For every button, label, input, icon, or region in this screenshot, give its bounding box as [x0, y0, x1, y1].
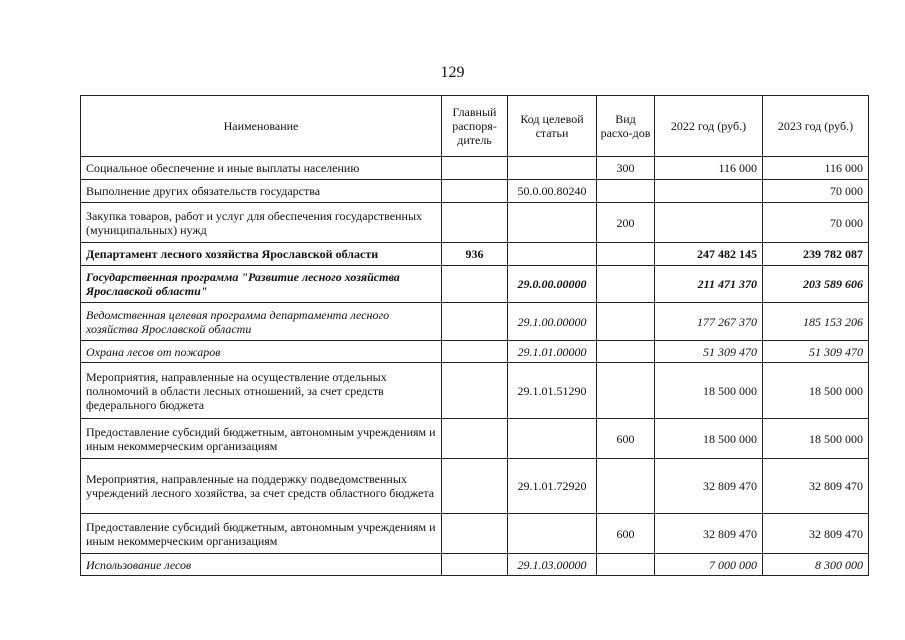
row-glav	[442, 180, 508, 203]
row-name: Государственная программа "Развитие лесного хозяйства Ярославской области"	[81, 266, 442, 303]
row-name: Мероприятия, направленные на поддержку подведомственных учреждений лесного хозяйства, за счет средств областного бюджета	[81, 459, 442, 514]
row-2022: 247 482 145	[655, 243, 763, 266]
row-2022: 211 471 370	[655, 266, 763, 303]
row-2022: 32 809 470	[655, 459, 763, 514]
row-glav	[442, 459, 508, 514]
row-2023: 32 809 470	[763, 514, 869, 554]
header-2023: 2023 год (руб.)	[763, 96, 869, 157]
row-2022: 32 809 470	[655, 514, 763, 554]
row-name: Мероприятия, направленные на осуществление отдельных полномочий в области лесных отношений, за счет средств федерального бюджета	[81, 363, 442, 419]
row-vid	[597, 303, 655, 341]
row-glav	[442, 203, 508, 243]
row-name: Департамент лесного хозяйства Ярославской области	[81, 243, 442, 266]
row-2022: 18 500 000	[655, 363, 763, 419]
row-glav	[442, 157, 508, 180]
row-kod	[508, 514, 597, 554]
row-vid	[597, 363, 655, 419]
row-name: Социальное обеспечение и иные выплаты населению	[81, 157, 442, 180]
header-glav: Главный распоря-дитель	[442, 96, 508, 157]
row-2022	[655, 203, 763, 243]
row-vid: 600	[597, 514, 655, 554]
row-vid	[597, 243, 655, 266]
table-row	[81, 419, 869, 459]
table-row	[81, 363, 869, 419]
row-vid: 600	[597, 419, 655, 459]
row-2022: 177 267 370	[655, 303, 763, 341]
row-2023: 70 000	[763, 180, 869, 203]
table-row	[81, 514, 869, 554]
row-name: Предоставление субсидий бюджетным, автономным учреждениям и иным некоммерческим организациям	[81, 514, 442, 554]
row-glav	[442, 554, 508, 576]
table-row	[81, 459, 869, 514]
row-vid	[597, 459, 655, 514]
row-2023: 18 500 000	[763, 363, 869, 419]
row-vid	[597, 180, 655, 203]
row-glav: 936	[442, 243, 508, 266]
row-glav	[442, 419, 508, 459]
row-2022: 18 500 000	[655, 419, 763, 459]
row-name: Использование лесов	[81, 554, 442, 576]
row-2023: 32 809 470	[763, 459, 869, 514]
row-kod: 29.1.00.00000	[508, 303, 597, 341]
row-kod	[508, 203, 597, 243]
row-2023: 18 500 000	[763, 419, 869, 459]
table-row	[81, 554, 869, 576]
table-row	[81, 203, 869, 243]
row-name: Выполнение других обязательств государства	[81, 180, 442, 203]
table-header-row	[81, 96, 869, 157]
row-2023: 70 000	[763, 203, 869, 243]
row-vid	[597, 554, 655, 576]
row-kod	[508, 419, 597, 459]
table-row	[81, 180, 869, 203]
row-2023: 185 153 206	[763, 303, 869, 341]
row-name: Ведомственная целевая программа департамента лесного хозяйства Ярославской области	[81, 303, 442, 341]
row-2023: 116 000	[763, 157, 869, 180]
row-2022	[655, 180, 763, 203]
row-kod	[508, 157, 597, 180]
row-2023: 8 300 000	[763, 554, 869, 576]
row-name: Предоставление субсидий бюджетным, автономным учреждениям и иным некоммерческим организациям	[81, 419, 442, 459]
row-vid: 300	[597, 157, 655, 180]
row-glav	[442, 514, 508, 554]
row-vid	[597, 341, 655, 363]
header-2022: 2022 год (руб.)	[655, 96, 763, 157]
table-row	[81, 303, 869, 341]
header-name: Наименование	[81, 96, 442, 157]
table-row	[81, 266, 869, 303]
row-kod: 29.1.03.00000	[508, 554, 597, 576]
row-2022: 51 309 470	[655, 341, 763, 363]
budget-table	[80, 95, 869, 576]
row-name: Закупка товаров, работ и услуг для обеспечения государственных (муниципальных) нужд	[81, 203, 442, 243]
row-glav	[442, 303, 508, 341]
row-vid: 200	[597, 203, 655, 243]
row-name: Охрана лесов от пожаров	[81, 341, 442, 363]
row-kod: 29.0.00.00000	[508, 266, 597, 303]
row-kod: 29.1.01.72920	[508, 459, 597, 514]
row-2022: 116 000	[655, 157, 763, 180]
table-row	[81, 157, 869, 180]
header-kod: Код целевой статьи	[508, 96, 597, 157]
row-glav	[442, 266, 508, 303]
page-number: 129	[440, 64, 465, 81]
row-kod: 50.0.00.80240	[508, 180, 597, 203]
row-2023: 239 782 087	[763, 243, 869, 266]
table-row	[81, 243, 869, 266]
row-vid	[597, 266, 655, 303]
row-glav	[442, 341, 508, 363]
row-kod	[508, 243, 597, 266]
row-2022: 7 000 000	[655, 554, 763, 576]
row-2023: 203 589 606	[763, 266, 869, 303]
row-kod: 29.1.01.51290	[508, 363, 597, 419]
row-2023: 51 309 470	[763, 341, 869, 363]
row-glav	[442, 363, 508, 419]
header-vid: Вид расхо-дов	[597, 96, 655, 157]
row-kod: 29.1.01.00000	[508, 341, 597, 363]
table-row	[81, 341, 869, 363]
